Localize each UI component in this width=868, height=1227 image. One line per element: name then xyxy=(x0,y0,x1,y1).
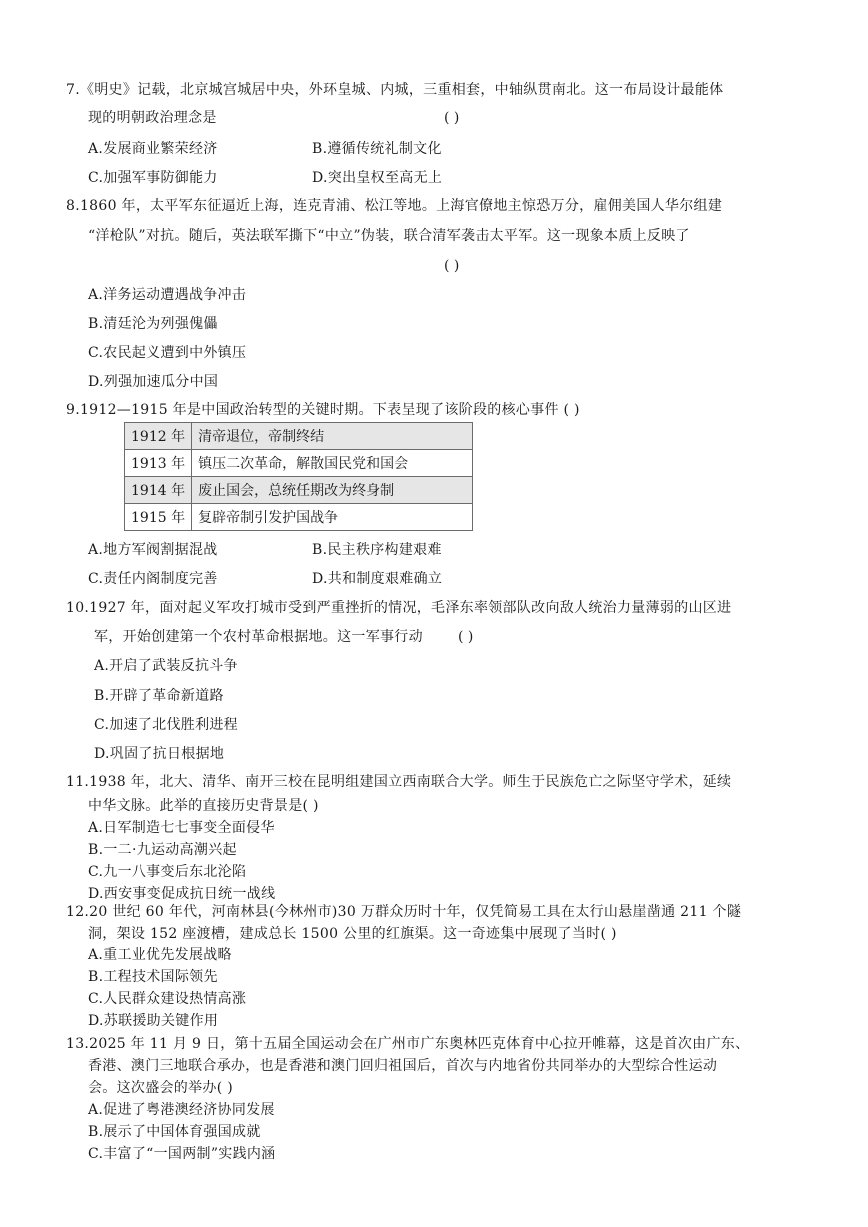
q8-answer-paren: ( ) xyxy=(444,258,460,274)
q13-stem-line2: 香港、澳门三地联合承办，也是香港和澳门回归祖国后，首次与内地省份共同举办的大型综合性运动 xyxy=(88,1058,718,1074)
q10-answer-paren: ( ) xyxy=(458,629,474,645)
table-cell-year: 1913 年 xyxy=(125,450,192,477)
q8-stem-line2: “洋枪队”对抗。随后，英法联军撕下“中立”伪装，联合清军袭击太平军。这一现象本质上反映了 xyxy=(88,228,690,244)
q12-option-c: C.人民群众建设热情高涨 xyxy=(88,991,247,1007)
q8-option-d: D.列强加速瓜分中国 xyxy=(88,374,219,390)
q8-option-c: C.农民起义遭到中外镇压 xyxy=(88,345,247,361)
table-cell-event: 镇压二次革命，解散国民党和国会 xyxy=(192,450,473,477)
q13-option-c: C.丰富了“一国两制”实践内涵 xyxy=(88,1146,276,1162)
table-cell-event: 废止国会，总统任期改为终身制 xyxy=(192,477,473,504)
q12-stem-line2: 洞，架设 152 座渡槽，建成总长 1500 公里的红旗渠。这一奇迹集中展现了当时( ) xyxy=(88,926,617,942)
q7-option-d: D.突出皇权至高无上 xyxy=(312,170,443,186)
q11-option-b: B.一二·九运动高潮兴起 xyxy=(88,842,237,858)
q7-option-a: A.发展商业繁荣经济 xyxy=(88,141,218,157)
q8-option-a: A.洋务运动遭遇战争冲击 xyxy=(88,287,247,303)
table-row xyxy=(125,477,473,504)
table-cell-year: 1915 年 xyxy=(125,504,192,531)
q12-stem-line1: 12.20 世纪 60 年代，河南林县(今林州市)30 万群众历时十年，仅凭简易工具在太行山悬崖凿通 211 个隧 xyxy=(66,904,742,920)
q7-answer-paren: ( ) xyxy=(444,110,460,126)
q11-option-c: C.九一八事变后东北沦陷 xyxy=(88,864,247,880)
q11-stem-line1: 11.1938 年，北大、清华、南开三校在昆明组建国立西南联合大学。师生于民族危亡之际坚守学术，延续 xyxy=(66,774,732,790)
table-cell-event: 复辟帝制引发护国战争 xyxy=(192,504,473,531)
q11-option-a: A.日军制造七七事变全面侵华 xyxy=(88,820,275,836)
q9-option-d: D.共和制度艰难确立 xyxy=(312,571,443,587)
q9-stem-line1: 9.1912—1915 年是中国政治转型的关键时期。下表呈现了该阶段的核心事件 ( ) xyxy=(66,402,580,418)
q7-option-b: B.遵循传统礼制文化 xyxy=(312,141,442,157)
q13-option-a: A.促进了粤港澳经济协同发展 xyxy=(88,1102,275,1118)
q7-option-c: C.加强军事防御能力 xyxy=(88,170,218,186)
q9-option-b: B.民主秩序构建艰难 xyxy=(312,542,442,558)
q10-stem-line1: 10.1927 年，面对起义军攻打城市受到严重挫折的情况，毛泽东率领部队改向敌人统治力量薄弱的山区进 xyxy=(66,600,732,616)
q10-stem-line2: 军，开始创建第一个农村革命根据地。这一军事行动 xyxy=(94,629,423,645)
q10-option-c: C.加速了北伐胜利进程 xyxy=(94,717,238,733)
q9-option-c: C.责任内阁制度完善 xyxy=(88,571,218,587)
q12-option-b: B.工程技术国际领先 xyxy=(88,969,218,985)
q10-option-b: B.开辟了革命新道路 xyxy=(94,688,224,704)
q13-stem-line1: 13.2025 年 11 月 9 日，第十五届全国运动会在广州市广东奥林匹克体育中心拉开帷幕，这是首次由广东、 xyxy=(66,1036,750,1052)
q12-option-d: D.苏联援助关键作用 xyxy=(88,1013,219,1029)
q7-stem-line1: 7.《明史》记载，北京城宫城居中央，外环皇城、内城，三重相套，中轴纵贯南北。这一布局设计最能体 xyxy=(66,82,724,98)
q9-option-a: A.地方军阀割据混战 xyxy=(88,542,218,558)
table-cell-event: 清帝退位，帝制终结 xyxy=(192,423,473,450)
table-row xyxy=(125,504,473,531)
q11-stem-line2: 中华文脉。此举的直接历史背景是( ) xyxy=(88,798,319,814)
q8-stem-line1: 8.1860 年，太平军东征逼近上海，连克青浦、松江等地。上海官僚地主惊恐万分，雇佣美国人华尔组建 xyxy=(66,198,723,214)
q9-events-table xyxy=(124,422,473,531)
q10-option-d: D.巩固了抗日根据地 xyxy=(94,746,225,762)
q12-option-a: A.重工业优先发展战略 xyxy=(88,947,232,963)
q13-option-b: B.展示了中国体育强国成就 xyxy=(88,1124,261,1140)
table-cell-year: 1912 年 xyxy=(125,423,192,450)
q11-option-d: D.西安事变促成抗日统一战线 xyxy=(88,886,276,902)
q10-option-a: A.开启了武装反抗斗争 xyxy=(94,658,238,674)
table-row xyxy=(125,450,473,477)
table-row xyxy=(125,423,473,450)
q7-stem-line2: 现的明朝政治理念是 xyxy=(88,110,217,126)
q13-stem-line3: 会。这次盛会的举办( ) xyxy=(88,1080,233,1096)
q8-option-b: B.清廷沦为列强傀儡 xyxy=(88,316,218,332)
table-cell-year: 1914 年 xyxy=(125,477,192,504)
